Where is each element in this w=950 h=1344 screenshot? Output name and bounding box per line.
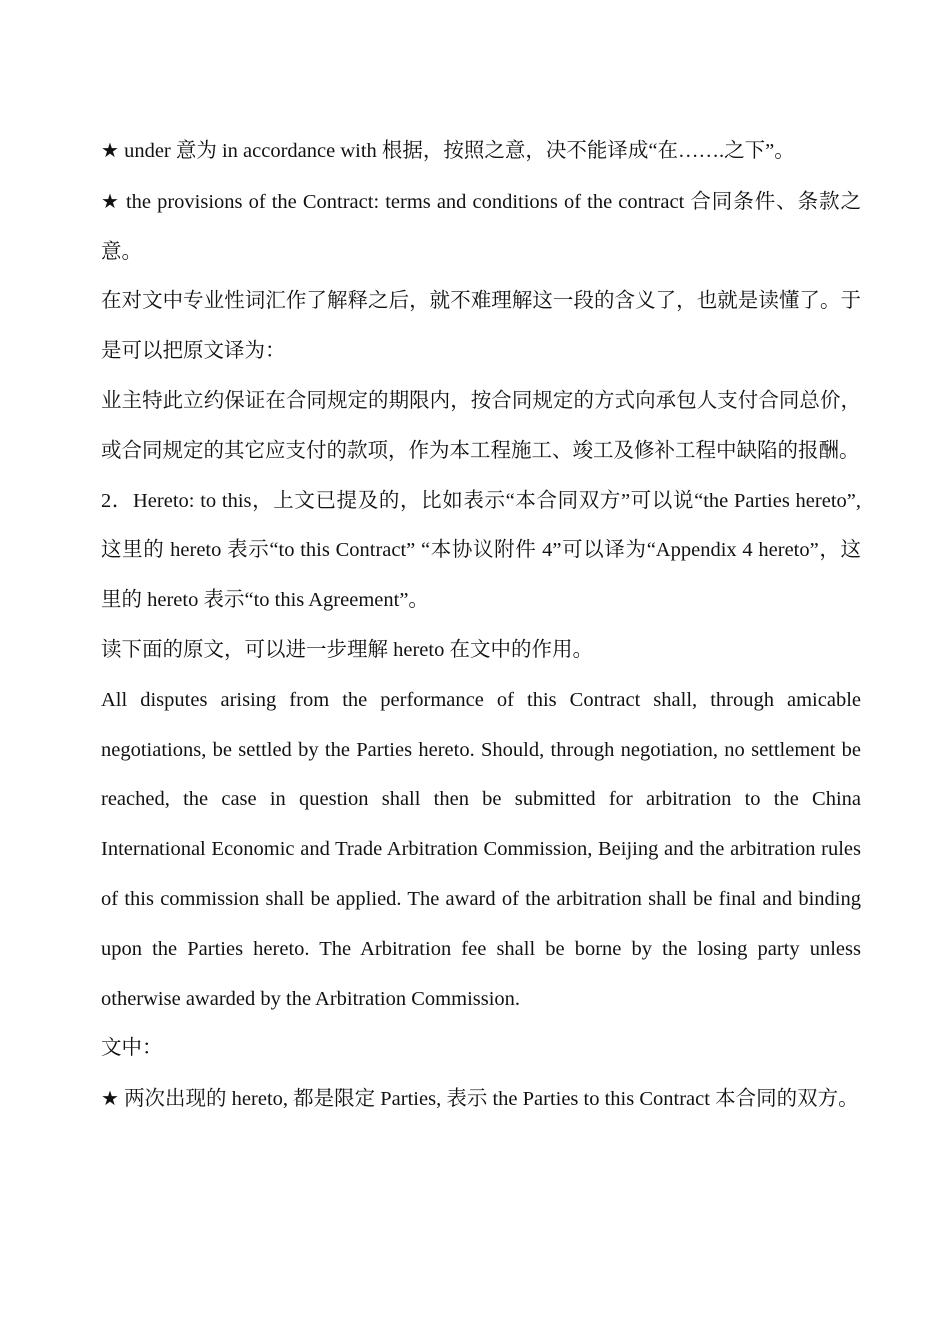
note-hereto-twice-text: 两次出现的 hereto, 都是限定 Parties, 表示 the Parties to this Contract 本合同的双方。 xyxy=(118,1088,859,1111)
translation-paragraph: 业主特此立约保证在合同规定的期限内，按合同规定的方式向承包人支付合同总价，或合同规定的其它应支付的款项，作为本工程施工、竣工及修补工程中缺陷的报酬。 xyxy=(101,389,861,462)
note-provisions xyxy=(101,177,861,278)
in-text-label: 文中： xyxy=(101,1037,163,1060)
read-below-paragraph: 读下面的原文，可以进一步理解 hereto 在文中的作用。 xyxy=(101,638,593,661)
note-under xyxy=(101,126,861,177)
hereto-section: 2．Hereto: to this，上文已提及的，比如表示“本合同双方”可以说“the Parties hereto”,这里的 hereto 表示“to this Contract” “本协议附件 4”可以译为“Appendix 4 hereto”，这里的 hereto 表示“to this Agreement”。 xyxy=(101,489,861,612)
star-bullet-icon: ★ xyxy=(101,1086,119,1111)
document-body xyxy=(101,126,861,1125)
explanation-paragraph: 在对文中专业性词汇作了解释之后，就不难理解这一段的含义了，也就是读懂了。于是可以把原文译为： xyxy=(101,290,861,363)
star-bullet-icon: ★ xyxy=(101,138,119,162)
english-passage: All disputes arising from the performance of this Contract shall, through amicable negotiations, be settled by the Parties hereto. Should, through negotiation, no settlement be reached, the case in question shall then be submitted for arbitration to the China International Economic and Trade Arbitration Commission, Beijing and the arbitration rules of this commission shall be applied. The award of the arbitration shall be final and binding upon the Parties hereto. The Arbitration fee shall be borne by the losing party unless otherwise awarded by the Arbitration Commission. xyxy=(101,688,861,1010)
note-provisions-text: the provisions of the Contract: terms and conditions of the contract 合同条件、条款之意。 xyxy=(101,190,861,263)
note-under-text: under 意为 in accordance with 根据，按照之意，决不能译成“在…….之下”。 xyxy=(118,140,795,162)
note-hereto-twice xyxy=(101,1074,861,1125)
star-bullet-icon: ★ xyxy=(101,188,120,213)
